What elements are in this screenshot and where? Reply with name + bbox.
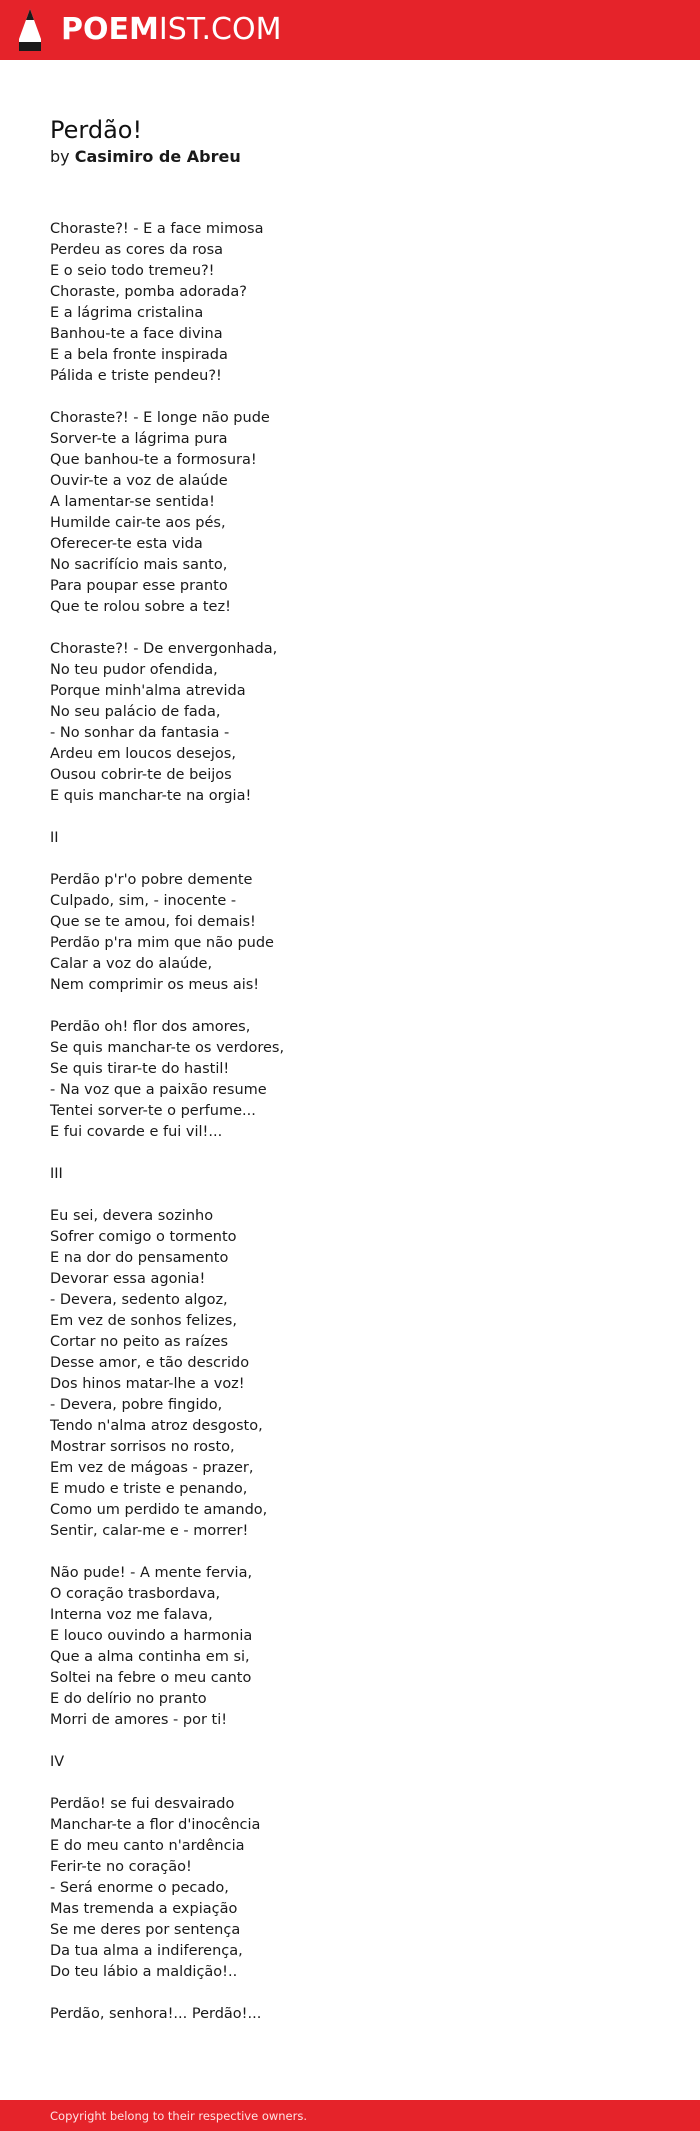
poem-line: Perdão! se fui desvairado — [50, 1796, 235, 1812]
poem-line: No teu pudor ofendida, — [50, 662, 218, 678]
stanza-break — [50, 1542, 650, 1563]
poem-line: Do teu lábio a maldição!.. — [50, 1964, 238, 1980]
poem-line: Morri de amores - por ti! — [50, 1712, 228, 1728]
poem-line: Não pude! - A mente fervia, — [50, 1565, 253, 1581]
poem-line: Que a alma continha em si, — [50, 1649, 250, 1665]
poem-line: III — [50, 1166, 63, 1182]
poem-line: Sentir, calar-me e - morrer! — [50, 1523, 249, 1539]
stanza-break — [50, 996, 650, 1017]
poem-line: Da tua alma a indiferença, — [50, 1943, 243, 1959]
poem-line: Se quis tirar-te do hastil! — [50, 1061, 230, 1077]
poem-line: Ardeu em loucos desejos, — [50, 746, 236, 762]
poem-line: E louco ouvindo a harmonia — [50, 1628, 253, 1644]
poem-line: Perdão, senhora!... Perdão!... — [50, 2006, 262, 2022]
poem-line: E o seio todo tremeu?! — [50, 263, 215, 279]
poem-line: Ouvir-te a voz de alaúde — [50, 473, 228, 489]
poem-line: Choraste, pomba adorada? — [50, 284, 247, 300]
poem-line: Tentei sorver-te o perfume... — [50, 1103, 256, 1119]
poem-line: - No sonhar da fantasia - — [50, 725, 230, 741]
poem-line: Pálida e triste pendeu?! — [50, 368, 222, 384]
poem-line: Nem comprimir os meus ais! — [50, 977, 260, 993]
poem-body — [50, 219, 650, 2025]
stanza-break — [50, 807, 650, 828]
poem-line: Desse amor, e tão descrido — [50, 1355, 250, 1371]
poem-line: Ferir-te no coração! — [50, 1859, 192, 1875]
poem-line: E do meu canto n'ardência — [50, 1838, 245, 1854]
author-name: Casimiro de Abreu — [74, 147, 241, 166]
poem-line: A lamentar-se sentida! — [50, 494, 215, 510]
poem-heading — [50, 115, 650, 168]
poem-line: Perdão p'ra mim que não pude — [50, 935, 274, 951]
poem-line: Oferecer-te esta vida — [50, 536, 203, 552]
copyright-text: Copyright belong to their respective owners. — [50, 2109, 308, 2123]
stanza-break — [50, 618, 650, 639]
poem-line: Para poupar esse pranto — [50, 578, 228, 594]
pencil-tip-icon[interactable] — [17, 9, 43, 51]
poem-line: Banhou-te a face divina — [50, 326, 223, 342]
poem-line: Ousou cobrir-te de beijos — [50, 767, 232, 783]
poem-line: E fui covarde e fui vil!... — [50, 1124, 223, 1140]
poem-line: Interna voz me falava, — [50, 1607, 213, 1623]
poem-line: Que se te amou, foi demais! — [50, 914, 256, 930]
poem-line: Perdão oh! flor dos amores, — [50, 1019, 251, 1035]
stanza-break — [50, 1143, 650, 1164]
poem-line: Se me deres por sentença — [50, 1922, 241, 1938]
poem-line: Mas tremenda a expiação — [50, 1901, 238, 1917]
poem-line: Sorver-te a lágrima pura — [50, 431, 228, 447]
byline — [50, 146, 650, 168]
site-logo[interactable] — [61, 12, 281, 48]
poem-line: Tendo n'alma atroz desgosto, — [50, 1418, 263, 1434]
poem-line: E a bela fronte inspirada — [50, 347, 228, 363]
poem-line: Cortar no peito as raízes — [50, 1334, 229, 1350]
poem-line: - Devera, pobre fingido, — [50, 1397, 223, 1413]
poem-line: Que banhou-te a formosura! — [50, 452, 257, 468]
poem-line: Porque minh'alma atrevida — [50, 683, 246, 699]
poem-line: E na dor do pensamento — [50, 1250, 229, 1266]
poem-line: No sacrifício mais santo, — [50, 557, 228, 573]
poem-line: Manchar-te a flor d'inocência — [50, 1817, 261, 1833]
poem-line: No seu palácio de fada, — [50, 704, 221, 720]
poem-line: Devorar essa agonia! — [50, 1271, 206, 1287]
stanza-break — [50, 1983, 650, 2004]
poem-line: Em vez de mágoas - prazer, — [50, 1460, 254, 1476]
poem-line: Dos hinos matar-lhe a voz! — [50, 1376, 245, 1392]
poem-line: Perdão p'r'o pobre demente — [50, 872, 253, 888]
poem-line: E quis manchar-te na orgia! — [50, 788, 252, 804]
brand-bold: POEM — [61, 12, 159, 47]
poem-line: Sofrer comigo o tormento — [50, 1229, 237, 1245]
poem-line: Eu sei, devera sozinho — [50, 1208, 214, 1224]
poem-line: Humilde cair-te aos pés, — [50, 515, 226, 531]
poem-line: Calar a voz do alaúde, — [50, 956, 213, 972]
poem-line: Como um perdido te amando, — [50, 1502, 268, 1518]
stanza-break — [50, 1731, 650, 1752]
poem-line: Se quis manchar-te os verdores, — [50, 1040, 285, 1056]
poem-line: Choraste?! - E longe não pude — [50, 410, 270, 426]
site-footer — [0, 2100, 700, 2131]
poem-line: Que te rolou sobre a tez! — [50, 599, 231, 615]
site-header — [0, 0, 700, 60]
stanza-break — [50, 1773, 650, 1794]
poem-line: Mostrar sorrisos no rosto, — [50, 1439, 235, 1455]
poem-line: - Será enorme o pecado, — [50, 1880, 229, 1896]
poem-line: Choraste?! - E a face mimosa — [50, 221, 264, 237]
poem-line: II — [50, 830, 59, 846]
poem-line: O coração trasbordava, — [50, 1586, 221, 1602]
poem-line: IV — [50, 1754, 65, 1770]
brand-light: IST.COM — [158, 12, 282, 47]
poem-line: Em vez de sonhos felizes, — [50, 1313, 237, 1329]
poem-line: - Devera, sedento algoz, — [50, 1292, 228, 1308]
by-prefix: by — [50, 147, 70, 166]
poem-line: Soltei na febre o meu canto — [50, 1670, 252, 1686]
stanza-break — [50, 387, 650, 408]
stanza-break — [50, 849, 650, 870]
poem-line: - Na voz que a paixão resume — [50, 1082, 267, 1098]
poem-line: Choraste?! - De envergonhada, — [50, 641, 278, 657]
stanza-break — [50, 1185, 650, 1206]
poem-line: Perdeu as cores da rosa — [50, 242, 224, 258]
poem-line: E do delírio no pranto — [50, 1691, 207, 1707]
poem-line: E mudo e triste e penando, — [50, 1481, 248, 1497]
poem-line: E a lágrima cristalina — [50, 305, 204, 321]
poem-title: Perdão! — [50, 116, 143, 144]
poem-line: Culpado, sim, - inocente - — [50, 893, 237, 909]
